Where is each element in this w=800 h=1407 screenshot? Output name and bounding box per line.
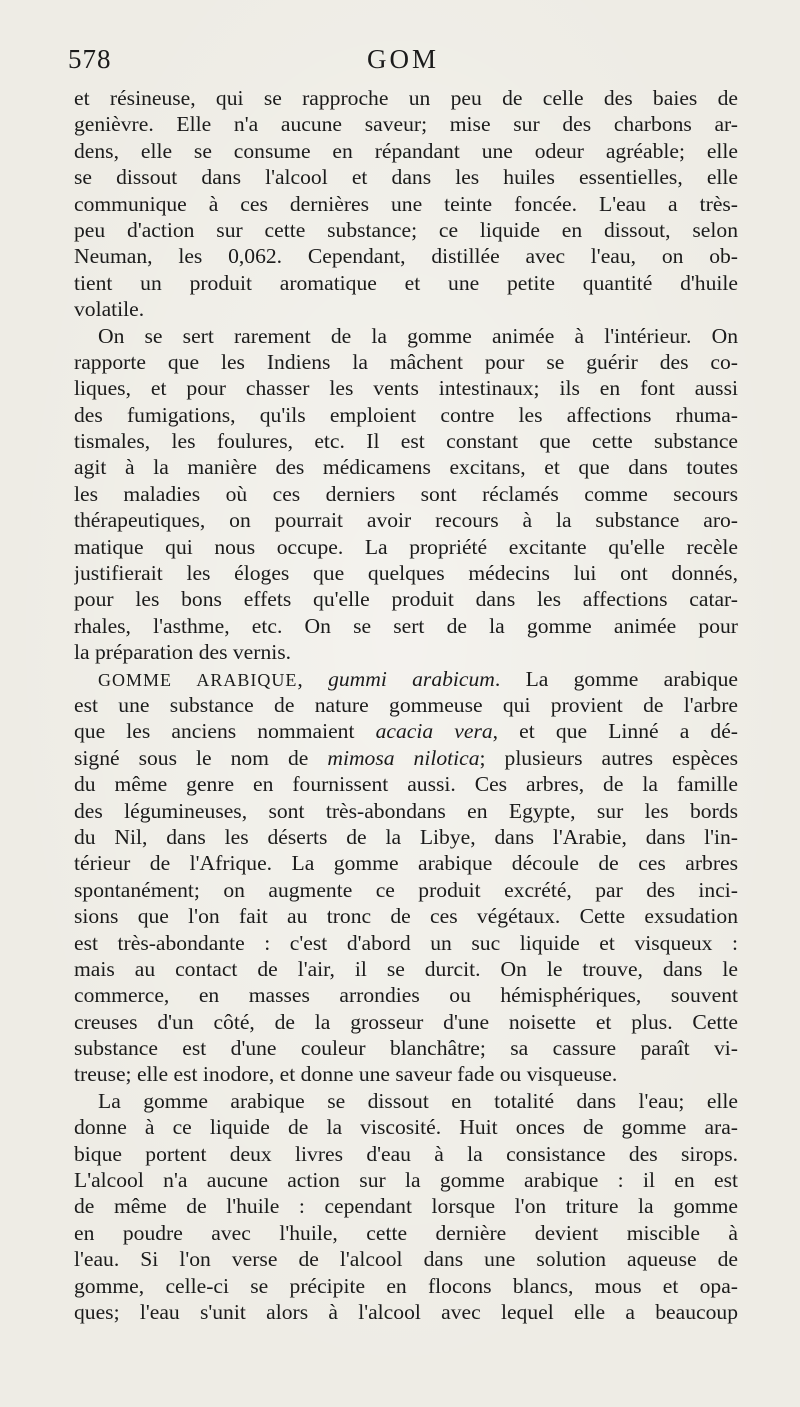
- text-line: substance est d'une couleur blanchâtre; sa cassure paraît vi-: [74, 1036, 738, 1061]
- text-line: est très-abondante : c'est d'abord un suc liquide et visqueux :: [74, 930, 738, 955]
- text-line: dens, elle se consume en répandant une odeur agréable; elle: [74, 138, 738, 163]
- text-line: la préparation des vernis.: [74, 640, 292, 665]
- text-run: que les anciens nommaient: [74, 719, 376, 744]
- text-line: tismales, les foulures, etc. Il est constant que cette substance: [74, 429, 738, 454]
- text-line: rapporte que les Indiens la mâchent pour se guérir des co-: [74, 349, 738, 374]
- page-number: 578: [68, 44, 112, 74]
- text-line: de même de l'huile : cependant lorsque l'on triture la gomme: [74, 1194, 738, 1219]
- text-line: [74, 718, 738, 744]
- text-line: peu d'action sur cette substance; ce liquide en dissout, selon: [74, 217, 738, 242]
- latin-term: gummi arabicum: [328, 666, 495, 691]
- text-line: gomme, celle-ci se précipite en flocons blancs, mous et opa-: [74, 1273, 738, 1298]
- body-text: [74, 85, 738, 1325]
- text-line: [74, 745, 738, 771]
- text-run: ; plusieurs autres espèces: [479, 745, 738, 770]
- text-line: du Nil, dans les déserts de la Libye, dans l'Arabie, dans l'in-: [74, 824, 738, 849]
- latin-term: mimosa nilotica: [327, 745, 480, 770]
- text-line: commerce, en masses arrondies ou hémisphériques, souvent: [74, 983, 738, 1008]
- text-line: du même genre en fournissent aussi. Ces arbres, de la famille: [74, 772, 738, 797]
- text-line: volatile.: [74, 297, 145, 322]
- text-line: communique à ces dernières une teinte foncée. L'eau a très-: [74, 191, 738, 216]
- running-head: GOM: [366, 44, 439, 74]
- text-line: On se sert rarement de la gomme animée à l'intérieur. On: [98, 323, 738, 348]
- text-line: La gomme arabique se dissout en totalité dans l'eau; elle: [98, 1088, 738, 1113]
- text-line: [74, 666, 738, 692]
- text-run: , et que Linné a dé-: [492, 719, 738, 744]
- text-line: ques; l'eau s'unit alors à l'alcool avec lequel elle a beaucoup: [74, 1299, 738, 1324]
- text-line: genièvre. Elle n'a aucune saveur; mise sur des charbons ar-: [74, 112, 738, 137]
- text-line: agit à la manière des médicamens excitans, et que dans toutes: [74, 455, 738, 480]
- latin-term: acacia vera: [375, 719, 493, 744]
- text-line: des fumigations, qu'ils emploient contre les affections rhuma-: [74, 402, 738, 427]
- text-line: rhales, l'asthme, etc. On se sert de la gomme animée pour: [74, 613, 738, 638]
- entry-heading: GOMME ARABIQUE: [98, 669, 298, 690]
- text-line: spontanément; on augmente ce produit excrété, par des inci-: [74, 877, 738, 902]
- text-line: mais au contact de l'air, il se durcit. On le trouve, dans le: [74, 956, 738, 981]
- text-line: et résineuse, qui se rapproche un peu de celle des baies de: [74, 86, 738, 110]
- text-line: en poudre avec l'huile, cette dernière devient miscible à: [74, 1220, 738, 1245]
- text-run: ,: [297, 666, 329, 691]
- text-line: se dissout dans l'alcool et dans les huiles essentielles, elle: [74, 165, 738, 190]
- text-line: les maladies où ces derniers sont réclamés comme secours: [74, 481, 738, 506]
- text-line: térieur de l'Afrique. La gomme arabique découle de ces arbres: [74, 851, 738, 876]
- text-line: pour les bons effets qu'elle produit dans les affections catar-: [74, 587, 738, 612]
- text-run: . La gomme arabique: [494, 666, 738, 691]
- text-line: L'alcool n'a aucune action sur la gomme arabique : il en est: [74, 1168, 738, 1193]
- text-line: treuse; elle est inodore, et donne une saveur fade ou visqueuse.: [74, 1062, 618, 1087]
- text-run: signé sous le nom de: [74, 745, 328, 770]
- text-line: bique portent deux livres d'eau à la consistance des sirops.: [74, 1141, 738, 1166]
- text-line: sions que l'on fait au tronc de ces végétaux. Cette exsudation: [74, 904, 738, 929]
- text-line: est une substance de nature gommeuse qui provient de l'arbre: [74, 692, 738, 717]
- text-line: l'eau. Si l'on verse de l'alcool dans une solution aqueuse de: [74, 1247, 738, 1272]
- text-line: liques, et pour chasser les vents intestinaux; ils en font aussi: [74, 376, 738, 401]
- text-line: matique qui nous occupe. La propriété excitante qu'elle recèle: [74, 534, 738, 559]
- text-line: donne à ce liquide de la viscosité. Huit onces de gomme ara-: [74, 1115, 738, 1140]
- text-line: tient un produit aromatique et une petite quantité d'huile: [74, 270, 738, 295]
- text-line: thérapeutiques, on pourrait avoir recours à la substance aro-: [74, 508, 738, 533]
- page-header: [68, 44, 738, 80]
- text-line: Neuman, les 0,062. Cependant, distillée avec l'eau, on ob-: [74, 244, 738, 269]
- text-line: creuses d'un côté, de la grosseur d'une noisette et plus. Cette: [74, 1009, 738, 1034]
- text-line: des légumineuses, sont très-abondans en Egypte, sur les bords: [74, 798, 738, 823]
- text-line: justifierait les éloges que quelques médecins lui ont donnés,: [74, 561, 738, 586]
